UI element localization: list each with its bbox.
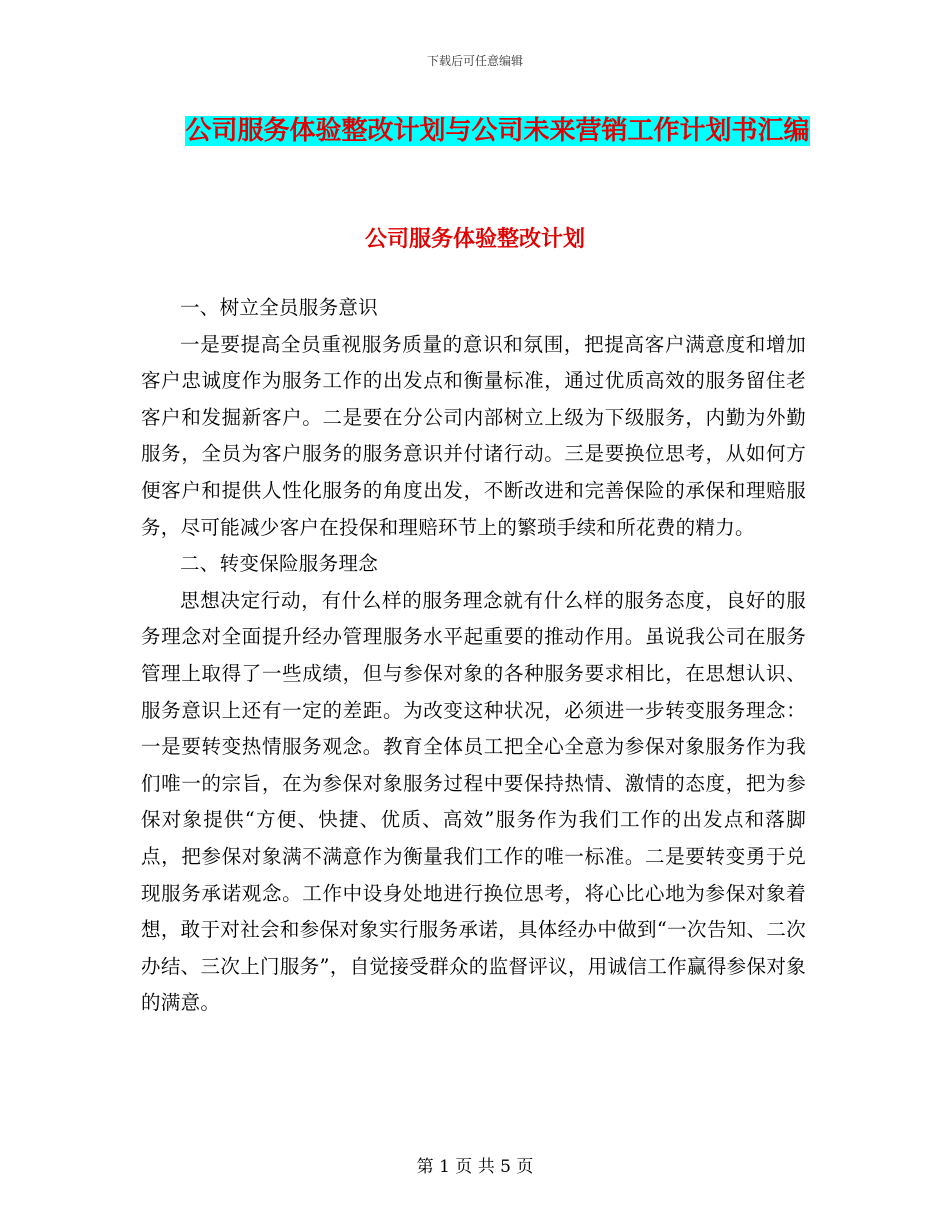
document-title-text: 公司服务体验整改计划与公司未来营销工作计划书汇编 <box>185 116 810 146</box>
paragraph-1: 一是要提高全员重视服务质量的意识和氛围，把提高客户满意度和增加客户忠诚度作为服务工作的出发点和衡量标准，通过优质高效的服务留住老客户和发掘新客户。二是要在分公司内部树立上级为下级服务，内勤为外勤服务，全员为客户服务的服务意识并付诸行动。三是要换位思考，从如何方便客户和提供人性化服务的角度出发，不断改进和完善保险的承保和理赔服务，尽可能减少客户在投保和理赔环节上的繁琐手续和所花费的精力。 <box>141 332 806 539</box>
page-footer: 第 1 页 共 5 页 <box>416 1157 534 1177</box>
heading-2: 二、转变保险服务理念 <box>180 552 379 576</box>
page-header-note: 下载后可任意编辑 <box>426 54 523 68</box>
heading-1: 一、树立全员服务意识 <box>180 296 379 319</box>
document-title <box>185 108 810 154</box>
document-body <box>141 290 806 1022</box>
paragraph-2: 思想决定行动，有什么样的服务理念就有什么样的服务态度，良好的服务理念对全面提升经办管理服务水平起重要的推动作用。虽说我公司在服务管理上取得了一些成绩，但与参保对象的各种服务要求相比，在思想认识、服务意识上还有一定的差距。为改变这种状况，必须进一步转变服务理念：一是要转变热情服务观念。教育全体员工把全心全意为参保对象服务作为我们唯一的宗旨，在为参保对象服务过程中要保持热情、激情的态度，把为参保对象提供“方便、快捷、优质、高效”服务作为我们工作的出发点和落脚点，把参保对象满不满意作为衡量我们工作的唯一标准。二是要转变勇于兑现服务承诺观念。工作中设身处地进行换位思考，将心比心地为参保对象着想，敢于对社会和参保对象实行服务承诺，具体经办中做到“一次告知、二次办结、三次上门服务”，自觉接受群众的监督评议，用诚信工作赢得参保对象的满意。 <box>141 588 806 1015</box>
section-title: 公司服务体验整改计划 <box>364 227 585 252</box>
